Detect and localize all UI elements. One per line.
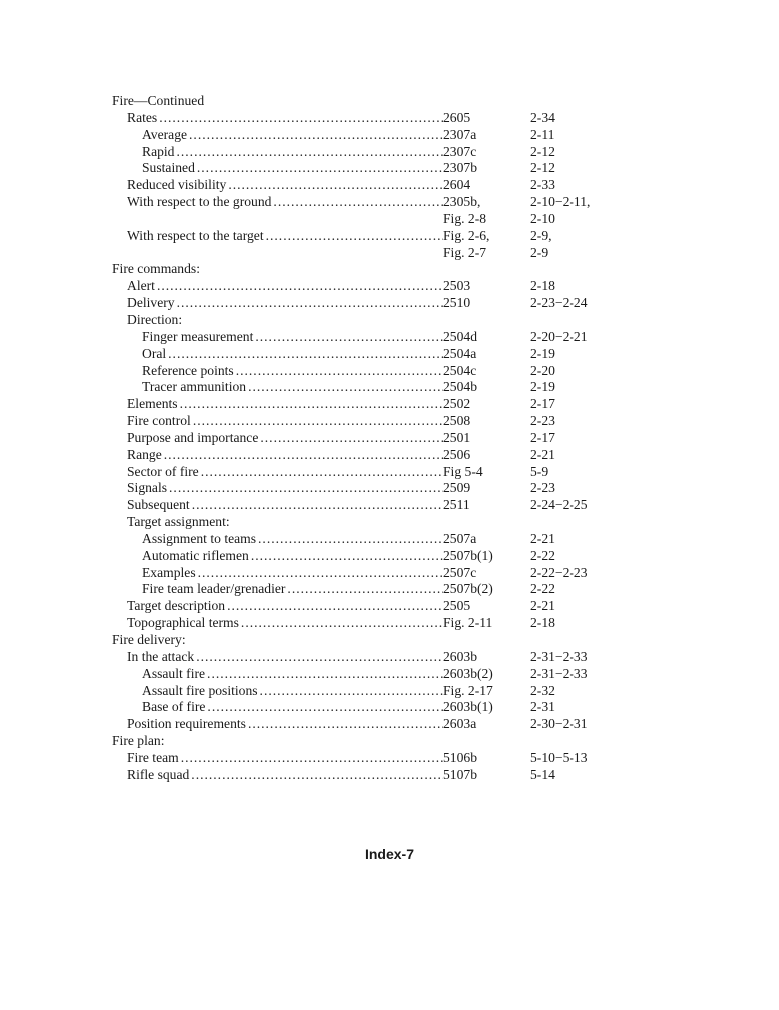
index-entry: [112, 666, 632, 683]
page-reference: 2-30−2-31: [530, 716, 588, 732]
page-reference: 2-33: [530, 177, 555, 193]
page-reference: 2-10−2-11,: [530, 194, 591, 210]
dot-leader: [226, 177, 443, 194]
dot-leader: [178, 396, 443, 413]
index-entry-term: [112, 615, 443, 632]
index-heading: [112, 632, 632, 649]
index-entry-term: [112, 312, 443, 329]
index-entry: [112, 514, 632, 531]
dot-leader: [162, 447, 443, 464]
entry-label: Reference points: [142, 362, 234, 378]
dot-leader: [167, 480, 443, 497]
page-reference: 2-23−2-24: [530, 295, 588, 311]
paragraph-reference: 2501: [443, 429, 471, 445]
paragraph-reference: 5106b: [443, 749, 477, 765]
dot-leader: [175, 295, 443, 312]
index-entry: [112, 329, 632, 346]
index-entry-term: [112, 497, 443, 514]
page-reference: 5-14: [530, 766, 555, 782]
index-entry: [112, 228, 632, 245]
index-entry: [112, 464, 632, 481]
index-entry: [112, 649, 632, 666]
index-entry: [112, 413, 632, 430]
index-entry-term: [112, 548, 443, 565]
entry-label: With respect to the target: [127, 227, 264, 243]
dot-leader: [246, 716, 443, 733]
dot-leader: [195, 160, 443, 177]
index-entry: [112, 211, 632, 228]
entry-label: Sector of fire: [127, 463, 199, 479]
page-reference: 5-10−5-13: [530, 749, 588, 765]
index-entry-term: [112, 413, 443, 430]
paragraph-reference: 2603b(1): [443, 699, 493, 715]
paragraph-reference: Fig. 2-6,: [443, 227, 490, 243]
index-entry: [112, 548, 632, 565]
entry-label: Rifle squad: [127, 766, 190, 782]
entry-label: Fire—Continued: [112, 93, 205, 108]
entry-label: Subsequent: [127, 497, 190, 513]
index-entry-term: [112, 346, 443, 363]
paragraph-reference: 2511: [443, 497, 470, 513]
index-entry-term: [112, 699, 443, 716]
page-reference: 2-23: [530, 480, 555, 496]
index-entry-term: [112, 514, 443, 531]
index-entry-term: [112, 329, 443, 346]
entry-label: Assignment to teams: [142, 530, 257, 546]
paragraph-reference: 2605: [443, 109, 471, 125]
entry-label: Delivery: [127, 295, 175, 311]
index-entry-term: [112, 245, 443, 262]
paragraph-reference: 2504b: [443, 379, 477, 395]
dot-leader: [155, 278, 443, 295]
entry-label: Assault fire positions: [142, 682, 258, 698]
page-number: Index-7: [364, 846, 414, 862]
page-reference: 2-17: [530, 396, 555, 412]
entry-label: Target description: [127, 598, 226, 614]
page-reference: 2-18: [530, 615, 555, 631]
index-entry: [112, 396, 632, 413]
page-reference: 2-20−2-21: [530, 328, 588, 344]
index-entry-term: [112, 278, 443, 295]
paragraph-reference: 2504d: [443, 328, 477, 344]
dot-leader: [196, 565, 443, 582]
dot-leader: [191, 413, 443, 430]
index-entry-term: [112, 733, 443, 750]
page-reference: 2-12: [530, 160, 555, 176]
dot-leader: [271, 194, 443, 211]
index-entry-term: [112, 632, 443, 649]
entry-label: Rapid: [142, 143, 175, 159]
paragraph-reference: 2507c: [443, 564, 477, 580]
entry-label: Fire control: [127, 413, 191, 429]
entry-label: Examples: [142, 564, 196, 580]
dot-leader: [285, 581, 443, 598]
index-entry-term: [112, 767, 443, 784]
index-entry: [112, 716, 632, 733]
paragraph-reference: Fig. 2-17: [443, 682, 493, 698]
paragraph-reference: 2307c: [443, 143, 477, 159]
dot-leader: [205, 666, 443, 683]
dot-leader: [166, 346, 443, 363]
index-entry: [112, 699, 632, 716]
dot-leader: [249, 548, 443, 565]
index-entry: [112, 581, 632, 598]
entry-label: In the attack: [127, 648, 195, 664]
index-entry: [112, 110, 632, 127]
index-entry-term: [112, 261, 443, 278]
index-entry-term: [112, 531, 443, 548]
entry-label: Rates: [127, 109, 158, 125]
index-entry: [112, 683, 632, 700]
page-reference: 2-24−2-25: [530, 497, 588, 513]
page-reference: 2-21: [530, 446, 555, 462]
page-reference: 2-11: [530, 126, 555, 142]
index-entry: [112, 160, 632, 177]
dot-leader: [157, 110, 443, 127]
dot-leader: [187, 127, 443, 144]
index-entry: [112, 480, 632, 497]
paragraph-reference: 2504a: [443, 345, 477, 361]
index-entry: [112, 430, 632, 447]
index-entry-term: [112, 716, 443, 733]
index-entry-term: [112, 160, 443, 177]
page-reference: 2-31−2-33: [530, 665, 588, 681]
page-reference: 2-19: [530, 379, 555, 395]
index-entry-term: [112, 363, 443, 380]
index-entry: [112, 379, 632, 396]
dot-leader: [256, 531, 443, 548]
index-heading: [112, 733, 632, 750]
entry-label: Automatic riflemen: [142, 547, 249, 563]
dot-leader: [225, 598, 443, 615]
page-reference: 2-34: [530, 109, 555, 125]
index-heading: [112, 261, 632, 278]
entry-label: Position requirements: [127, 716, 246, 732]
dot-leader: [179, 750, 443, 767]
paragraph-reference: 2507b(2): [443, 581, 493, 597]
page-reference: 2-9: [530, 244, 549, 260]
page-reference: 2-19: [530, 345, 555, 361]
paragraph-reference: Fig. 2-8: [443, 210, 487, 226]
index-entry-term: [112, 228, 443, 245]
page-reference: 2-21: [530, 530, 555, 546]
entry-label: Elements: [127, 396, 178, 412]
paragraph-reference: 2603b: [443, 648, 477, 664]
index-entry-term: [112, 447, 443, 464]
page-reference: 2-23: [530, 413, 555, 429]
index-entry: [112, 598, 632, 615]
entry-label: Tracer ammunition: [142, 379, 247, 395]
dot-leader: [239, 615, 443, 632]
page-reference: 5-9: [530, 463, 549, 479]
entry-label: Signals: [127, 480, 168, 496]
paragraph-reference: 2507b(1): [443, 547, 493, 563]
entry-label: Assault fire: [142, 665, 206, 681]
page-reference: 2-10: [530, 210, 555, 226]
dot-leader: [189, 767, 443, 784]
paragraph-reference: 2305b,: [443, 194, 481, 210]
dot-leader: [246, 379, 443, 396]
page-reference: 2-22: [530, 547, 555, 563]
paragraph-reference: 2503: [443, 278, 471, 294]
dot-leader: [264, 228, 443, 245]
index-entry-term: [112, 177, 443, 194]
index-entry-term: [112, 649, 443, 666]
index-entry: [112, 497, 632, 514]
index-entry-term: [112, 581, 443, 598]
index-entry: [112, 144, 632, 161]
page-reference: 2-32: [530, 682, 555, 698]
dot-leader: [199, 464, 443, 481]
paragraph-reference: 2504c: [443, 362, 477, 378]
paragraph-reference: Fig. 2-7: [443, 244, 487, 260]
index-entry-term: [112, 110, 443, 127]
index-entry: [112, 363, 632, 380]
index-entry: [112, 194, 632, 211]
index-entry: [112, 767, 632, 784]
index-entry-term: [112, 750, 443, 767]
paragraph-reference: 2604: [443, 177, 471, 193]
index-entry-term: [112, 598, 443, 615]
paragraph-reference: 2603b(2): [443, 665, 493, 681]
page-reference: 2-31: [530, 699, 555, 715]
index-entry: [112, 531, 632, 548]
index-entry-term: [112, 127, 443, 144]
entry-label: Fire delivery:: [112, 632, 186, 647]
page-reference: 2-12: [530, 143, 555, 159]
index-entry-term: [112, 396, 443, 413]
dot-leader: [234, 363, 443, 380]
index-entry-term: [112, 295, 443, 312]
entry-label: Alert: [127, 278, 155, 294]
index-entry: [112, 346, 632, 363]
index-entry-term: [112, 194, 443, 211]
dot-leader: [258, 683, 443, 700]
page-reference: 2-31−2-33: [530, 648, 588, 664]
index-entry: [112, 565, 632, 582]
entry-label: Fire commands:: [112, 261, 200, 277]
index-entry: [112, 615, 632, 632]
index-heading: [112, 93, 632, 110]
paragraph-reference: Fig. 2-11: [443, 615, 493, 631]
index-entry: [112, 278, 632, 295]
index-entry-term: [112, 144, 443, 161]
paragraph-reference: 2505: [443, 598, 471, 614]
entry-label: Oral: [142, 345, 167, 361]
dot-leader: [258, 430, 443, 447]
entry-label: With respect to the ground: [127, 194, 272, 210]
entry-label: Target assignment:: [127, 514, 230, 530]
entry-label: Range: [127, 446, 162, 462]
page-reference: 2-21: [530, 598, 555, 614]
page-reference: 2-22: [530, 581, 555, 597]
entry-label: Fire team: [127, 749, 179, 765]
paragraph-reference: Fig 5-4: [443, 463, 483, 479]
dot-leader: [205, 699, 443, 716]
index-entry-term: [112, 430, 443, 447]
page-reference: 2-9,: [530, 227, 552, 243]
index-entry-term: [112, 464, 443, 481]
index-entry-term: [112, 666, 443, 683]
page-reference: 2-18: [530, 278, 555, 294]
entry-label: Average: [142, 126, 188, 142]
paragraph-reference: 2508: [443, 413, 471, 429]
index-entry-term: [112, 480, 443, 497]
entry-label: Purpose and importance: [127, 429, 259, 445]
entry-label: Topographical terms: [127, 615, 239, 631]
paragraph-reference: 2509: [443, 480, 471, 496]
paragraph-reference: 2307a: [443, 126, 477, 142]
paragraph-reference: 5107b: [443, 766, 477, 782]
paragraph-reference: 2510: [443, 295, 471, 311]
dot-leader: [194, 649, 443, 666]
paragraph-reference: 2506: [443, 446, 471, 462]
paragraph-reference: 2603a: [443, 716, 477, 732]
entry-label: Base of fire: [142, 699, 206, 715]
dot-leader: [253, 329, 443, 346]
index-entry: [112, 312, 632, 329]
index-entry: [112, 177, 632, 194]
entry-label: Direction:: [127, 311, 183, 327]
index-entry: [112, 245, 632, 262]
index-list: [112, 93, 632, 784]
index-entry: [112, 295, 632, 312]
index-entry-term: [112, 565, 443, 582]
index-entry: [112, 750, 632, 767]
entry-label: Reduced visibility: [127, 177, 227, 193]
entry-label: Fire plan:: [112, 733, 165, 749]
page-reference: 2-20: [530, 362, 555, 378]
entry-label: Fire team leader/grenadier: [142, 581, 286, 597]
index-entry-term: [112, 93, 443, 110]
paragraph-reference: 2502: [443, 396, 471, 412]
entry-label: Finger measurement: [142, 328, 254, 344]
index-entry-term: [112, 211, 443, 228]
page-reference: 2-17: [530, 429, 555, 445]
page-reference: 2-22−2-23: [530, 564, 588, 580]
index-entry: [112, 447, 632, 464]
dot-leader: [190, 497, 443, 514]
entry-label: Sustained: [142, 160, 195, 176]
index-entry: [112, 127, 632, 144]
paragraph-reference: 2307b: [443, 160, 477, 176]
index-entry-term: [112, 379, 443, 396]
index-entry-term: [112, 683, 443, 700]
dot-leader: [174, 144, 443, 161]
paragraph-reference: 2507a: [443, 530, 477, 546]
